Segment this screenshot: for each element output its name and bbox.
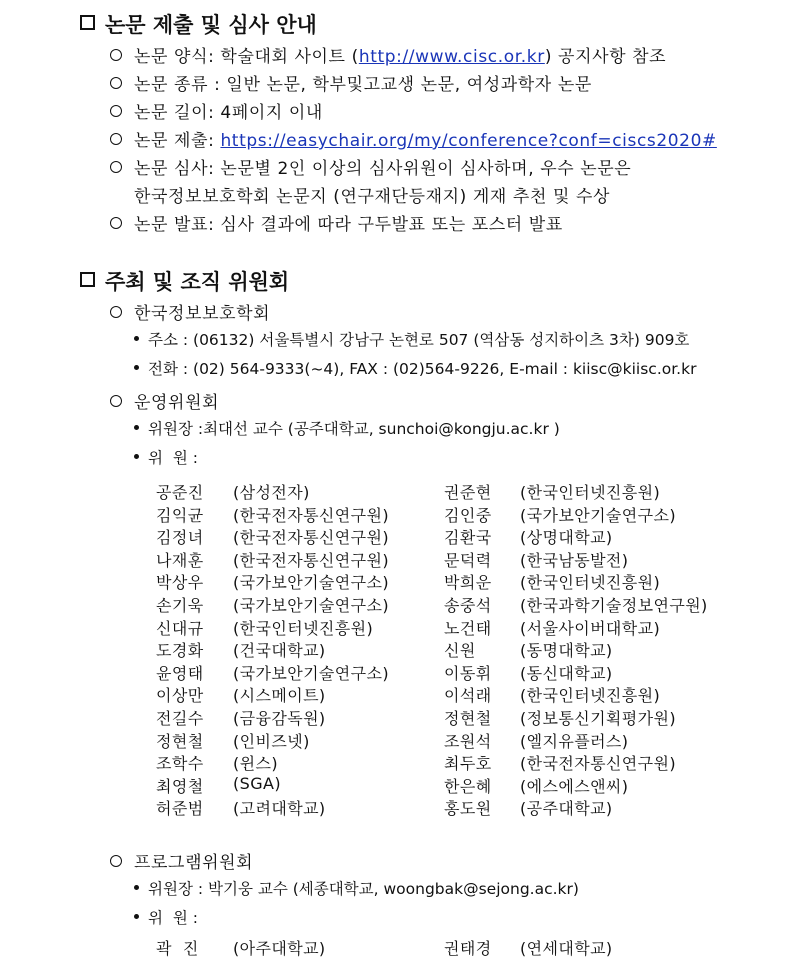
member-name: 윤영태 (156, 663, 204, 683)
org-contact: 전화 : (02) 564-9333(~4), FAX : (02)564-9226, E-mail : kiisc@kiisc.or.kr (134, 357, 696, 379)
member-affiliation: (한국전자통신연구원) (233, 550, 389, 570)
member-affiliation: (한국인터넷진흥원) (520, 686, 661, 706)
member-name: 홍도원 (444, 799, 492, 819)
member-name: 전길수 (156, 709, 204, 728)
member-name: 김인중 (444, 505, 492, 525)
member-name: 박상우 (156, 573, 204, 593)
member-affiliation: (시스메이트) (233, 686, 326, 706)
member-name: 도경화 (156, 641, 204, 661)
member-affiliation: (상명대학교) (520, 528, 613, 548)
member-affiliation: (한국과학기술정보연구원) (520, 596, 708, 615)
member-name: 송중석 (444, 596, 492, 615)
list-item: 논문 양식: 학술대회 사이트 (http://www.cisc.or.kr) 공지사항 참조 (110, 42, 666, 67)
member-affiliation: (서울사이버대학교) (520, 618, 661, 638)
circle-bullet-icon (110, 395, 122, 407)
list-item: 논문 길이: 4페이지 이내 (110, 98, 323, 123)
member-name: 허준범 (156, 799, 204, 819)
steering-chair: 위원장 :최대선 교수 (공주대학교, sunchoi@kongju.ac.kr ) (134, 417, 560, 439)
program-members-label: 위 원 : (134, 906, 198, 928)
member-name: 공준진 (156, 483, 204, 502)
member-affiliation: (한국전자통신연구원) (233, 528, 389, 548)
section-heading-committee: 주최 및 조직 위원회 (80, 266, 289, 296)
circle-bullet-icon (110, 306, 122, 318)
member-affiliation: (한국남동발전) (520, 550, 629, 570)
circle-bullet-icon (110, 77, 122, 89)
member-affiliation: (국가보안기술연구소) (233, 596, 389, 615)
dot-bullet-icon (134, 885, 139, 890)
member-name: 이동휘 (444, 663, 492, 683)
program-chair: 위원장 : 박기웅 교수 (세종대학교, woongbak@sejong.ac.kr) (134, 877, 579, 899)
member-affiliation: (금융감독원) (233, 709, 326, 728)
member-affiliation: (SGA) (233, 773, 281, 793)
member-affiliation: (공주대학교) (520, 799, 613, 819)
member-name: 정현철 (444, 709, 492, 728)
circle-bullet-icon (110, 133, 122, 145)
member-name: 신원 (444, 641, 476, 661)
dot-bullet-icon (134, 454, 139, 459)
member-name: 이상만 (156, 686, 204, 706)
member-name: 손기욱 (156, 596, 204, 615)
circle-bullet-icon (110, 855, 122, 867)
program-committee-title: 프로그램위원회 (110, 848, 253, 873)
member-name: 김익균 (156, 505, 204, 525)
member-name: 권준현 (444, 483, 492, 502)
member-affiliation: (건국대학교) (233, 641, 326, 661)
steering-members-label: 위 원 : (134, 446, 198, 468)
circle-bullet-icon (110, 217, 122, 229)
member-affiliation: (동신대학교) (520, 663, 613, 683)
list-item: 논문 제출: https://easychair.org/my/conference?conf=ciscs2020# (110, 126, 717, 151)
org-name: 한국정보보호학회 (110, 299, 270, 324)
member-affiliation: (한국인터넷진흥원) (520, 483, 661, 502)
member-name: 노건태 (444, 618, 492, 638)
circle-bullet-icon (110, 105, 122, 117)
section-heading-submission: 논문 제출 및 심사 안내 (80, 9, 317, 39)
member-affiliation: (연세대학교) (520, 939, 613, 958)
member-affiliation: (국가보안기술연구소) (233, 573, 389, 593)
member-name: 한은혜 (444, 776, 492, 796)
org-address: 주소 : (06132) 서울특별시 강남구 논현로 507 (역삼동 성지하이츠 3차) 909호 (134, 328, 689, 350)
square-bullet-icon (80, 15, 95, 30)
dot-bullet-icon (134, 365, 139, 370)
member-affiliation: (국가보안기술연구소) (520, 505, 676, 525)
member-affiliation: (동명대학교) (520, 641, 613, 661)
member-name: 최두호 (444, 754, 492, 774)
circle-bullet-icon (110, 161, 122, 173)
member-name: 조학수 (156, 754, 204, 774)
member-affiliation: (엘지유플러스) (520, 731, 629, 751)
member-name: 신대규 (156, 618, 204, 638)
member-affiliation: (아주대학교) (233, 939, 326, 958)
member-affiliation: (에스에스앤씨) (520, 776, 629, 796)
dot-bullet-icon (134, 425, 139, 430)
steering-committee-title: 운영위원회 (110, 388, 219, 413)
square-bullet-icon (80, 272, 95, 287)
list-item: 논문 발표: 심사 결과에 따라 구두발표 또는 포스터 발표 (110, 210, 563, 235)
member-name: 곽 진 (156, 939, 199, 958)
member-affiliation: (고려대학교) (233, 799, 326, 819)
member-affiliation: (정보통신기획평가원) (520, 709, 676, 728)
dot-bullet-icon (134, 914, 139, 919)
list-item-continuation: 한국정보보호학회 논문지 (연구재단등재지) 게재 추천 및 수상 (134, 187, 611, 207)
member-affiliation: (한국전자통신연구원) (520, 754, 676, 774)
member-name: 김환국 (444, 528, 492, 548)
member-affiliation: (윈스) (233, 754, 278, 774)
member-name: 권태경 (444, 939, 492, 958)
conference-site-link[interactable]: http://www.cisc.or.kr (358, 47, 545, 67)
member-name: 나재훈 (156, 550, 204, 570)
easychair-submission-link[interactable]: https://easychair.org/my/conference?conf=ciscs2020# (220, 131, 717, 151)
member-affiliation: (인비즈넷) (233, 731, 310, 751)
list-item: 논문 종류 : 일반 논문, 학부및고교생 논문, 여성과학자 논문 (110, 70, 592, 95)
list-item: 논문 심사: 논문별 2인 이상의 심사위원이 심사하며, 우수 논문은 (110, 154, 631, 179)
member-name: 최영철 (156, 776, 204, 796)
member-affiliation: (삼성전자) (233, 483, 310, 502)
member-name: 문덕력 (444, 550, 492, 570)
dot-bullet-icon (134, 336, 139, 341)
member-affiliation: (한국전자통신연구원) (233, 505, 389, 525)
member-name: 조원석 (444, 731, 492, 751)
member-affiliation: (국가보안기술연구소) (233, 663, 389, 683)
member-name: 박희운 (444, 573, 492, 593)
member-affiliation: (한국인터넷진흥원) (520, 573, 661, 593)
circle-bullet-icon (110, 49, 122, 61)
member-name: 정현철 (156, 731, 204, 751)
member-name: 이석래 (444, 686, 492, 706)
member-affiliation: (한국인터넷진흥원) (233, 618, 374, 638)
member-name: 김정녀 (156, 528, 204, 548)
